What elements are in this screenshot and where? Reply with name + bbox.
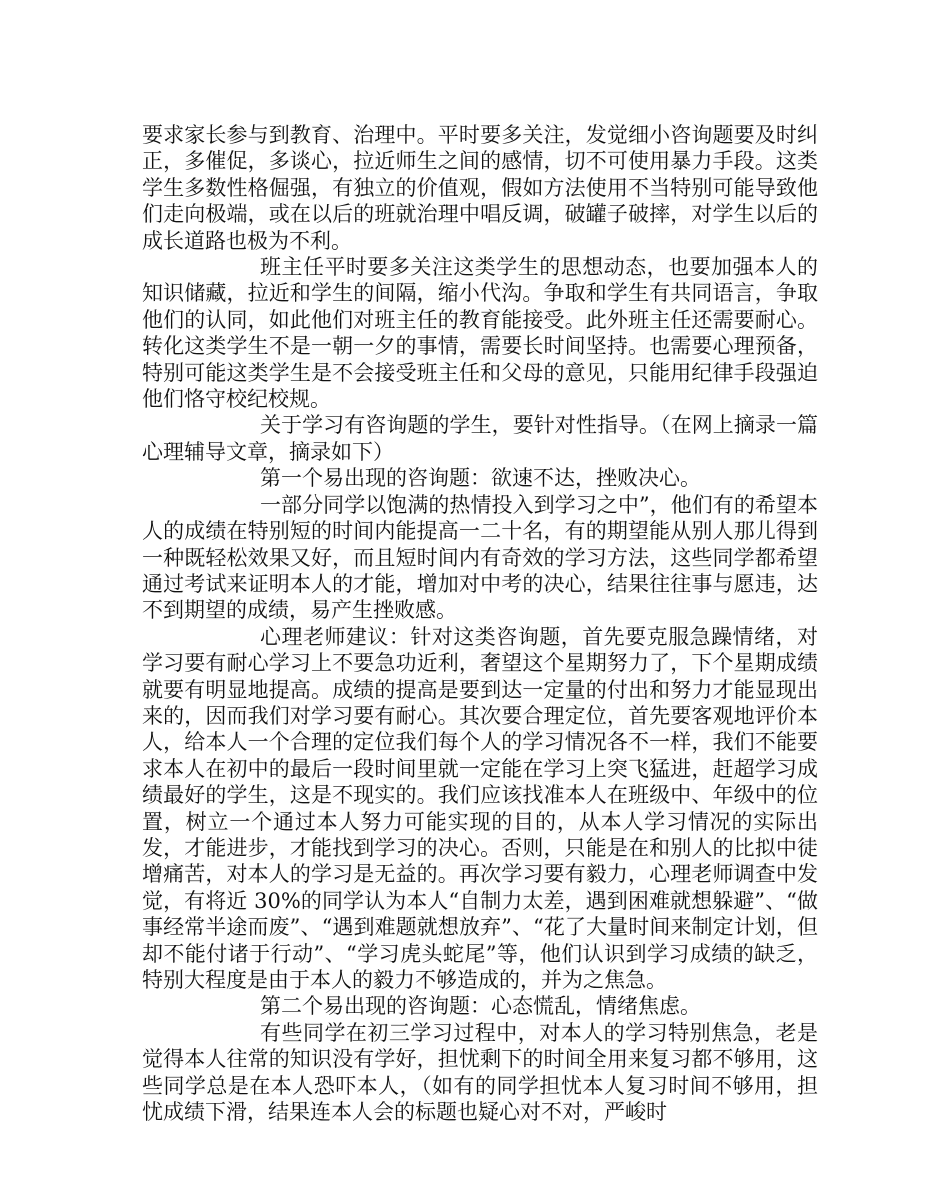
paragraph: 关于学习有咨询题的学生，要针对性指导。（在网上摘录一篇心理辅导文章，摘录如下） xyxy=(142,413,818,464)
paragraph: 有些同学在初三学习过程中，对本人的学习特别焦急，老是觉得本人往常的知识没有学好，担忧剩下的时间全用来复习都不够用，这些同学总是在本人恐吓本人，（如有的同学担忧本人复习时间不够用，担忧成绩下滑，结果连本人会的标题也疑心对不对，严峻时 xyxy=(142,1020,818,1125)
paragraph: 一部分同学以饱满的热情投入到学习之中”，他们有的希望本人的成绩在特别短的时间内能提高一二十名，有的期望能从别人那儿得到一种既轻松效果又好，而且短时间内有奇效的学习方法，这些同学都希望通过考试来证明本人的才能，增加对中考的决心，结果往往事与愿违，达不到期望的成绩，易产生挫败感。 xyxy=(142,492,818,623)
paragraph: 要求家长参与到教育、治理中。平时要多关注，发觉细小咨询题要及时纠正，多催促，多谈心，拉近师生之间的感情，切不可使用暴力手段。这类学生多数性格倔强，有独立的价值观，假如方法使用不当特别可能导致他们走向极端，或在以后的班就治理中唱反调，破罐子破摔，对学生以后的成长道路也极为不利。 xyxy=(142,123,818,253)
paragraph-heading: 第二个易出现的咨询题：心态慌乱，情绪焦虑。 xyxy=(260,994,701,1019)
paragraph: 班主任平时要多关注这类学生的思想动态，也要加强本人的知识储藏，拉近和学生的间隔，缩小代沟。争取和学生有共同语言，争取他们的认同，如此他们对班主任的教育能接受。此外班主任还需要耐心。转化这类学生不是一朝一夕的事情，需要长时间坚持。也需要心理预备，特别可能这类学生是不会接受班主任和父母的意见，只能用纪律手段强迫他们恪守校纪校规。 xyxy=(142,255,818,412)
paragraph-heading: 第一个易出现的咨询题：欲速不达，挫败决心。 xyxy=(260,466,701,491)
paragraph: 心理老师建议：针对这类咨询题，首先要克服急躁情绪，对学习要有耐心学习上不要急功近利，奢望这个星期努力了，下个星期成绩就要有明显地提高。成绩的提高是要到达一定量的付出和努力才能显现出来的，因而我们对学习要有耐心。其次要合理定位，首先要客观地评价本人，给本人一个合理的定位我们每个人的学习情况各不一样，我们不能要求本人在初中的最后一段时间里就一定能在学习上突飞猛进，赶超学习成绩最好的学生，这是不现实的。我们应该找准本人在班级中、年级中的位置，树立一个通过本人努力可能实现的目的，从本人学习情况的实际出发，才能进步，才能找到学习的决心。否则，只能是在和别人的比拟中徒增痛苦，对本人的学习是无益的。再次学习要有毅力，心理老师调查中发觉，有将近 30%的同学认为本人“自制力太差，遇到困难就想躲避”、“做事经常半途而废”、“遇到难题就想放弃”、“花了大量时间来制定计划，但却不能付诸于行动”、“学习虎头蛇尾”等，他们认识到学习成绩的缺乏，特别大程度是由于本人的毅力不够造成的，并为之焦急。 xyxy=(142,624,818,992)
body-text xyxy=(142,122,818,1125)
